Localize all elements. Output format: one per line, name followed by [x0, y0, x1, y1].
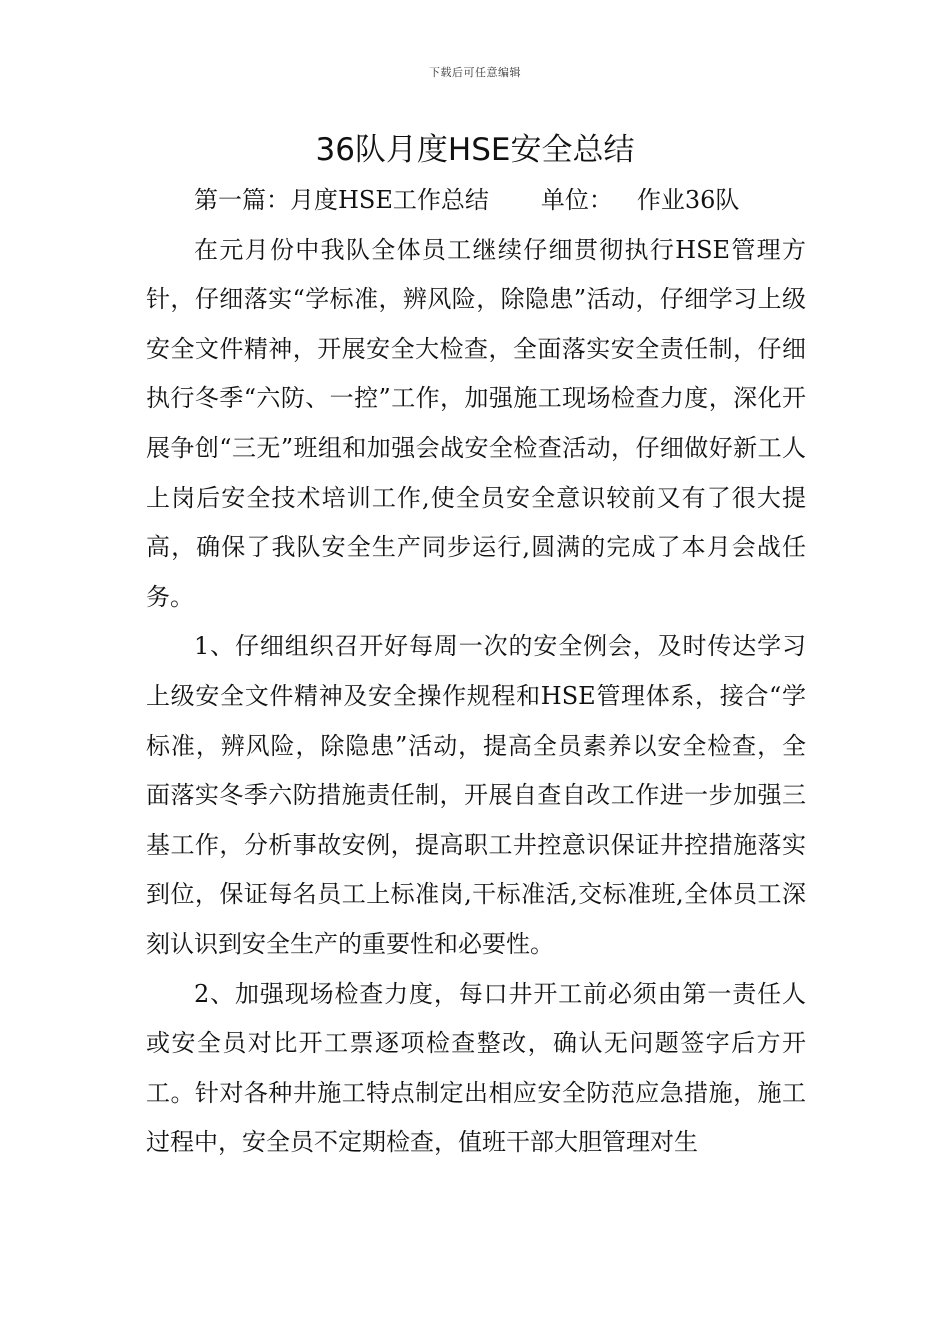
document-subtitle: [146, 176, 806, 226]
section-heading: 第一篇：月度HSE工作总结: [194, 186, 489, 214]
page-header-note: 下载后可任意编辑: [429, 66, 521, 79]
paragraph-intro: 在元月份中我队全体员工继续仔细贯彻执行HSE管理方针，仔细落实“学标准，辨风险，除隐患”活动，仔细学习上级安全文件精神，开展安全大检查，全面落实安全责任制，仔细执行冬季“六防、一控”工作，加强施工现场检查力度，深化开展争创“三无”班组和加强会战安全检查活动，仔细做好新工人上岗后安全技术培训工作,使全员安全意识较前又有了很大提高，确保了我队安全生产同步运行,圆满的完成了本月会战任务。: [146, 235, 806, 611]
document-title: 36队月度HSE安全总结: [315, 132, 635, 168]
document-body: [146, 176, 806, 1168]
paragraph-item-2: 2、加强现场检查力度，每口井开工前必须由第一责任人或安全员对比开工票逐项检查整改，确认无问题签字后方开工。针对各种井施工特点制定出相应安全防范应急措施，施工过程中，安全员不定期检查，值班干部大胆管理对生: [146, 979, 806, 1157]
unit-value: 作业36队: [636, 186, 740, 214]
unit-label: 单位：: [540, 186, 613, 214]
paragraph-item-1: 1、仔细组织召开好每周一次的安全例会，及时传达学习上级安全文件精神及安全操作规程和HSE管理体系，接合“学标准，辨风险，除隐患”活动，提高全员素养以安全检查，全面落实冬季六防措施责任制，开展自查自改工作进一步加强三基工作，分析事故安例，提高职工井控意识保证井控措施落实到位，保证每名员工上标准岗,干标准活,交标准班,全体员工深刻认识到安全生产的重要性和必要性。: [146, 632, 806, 958]
